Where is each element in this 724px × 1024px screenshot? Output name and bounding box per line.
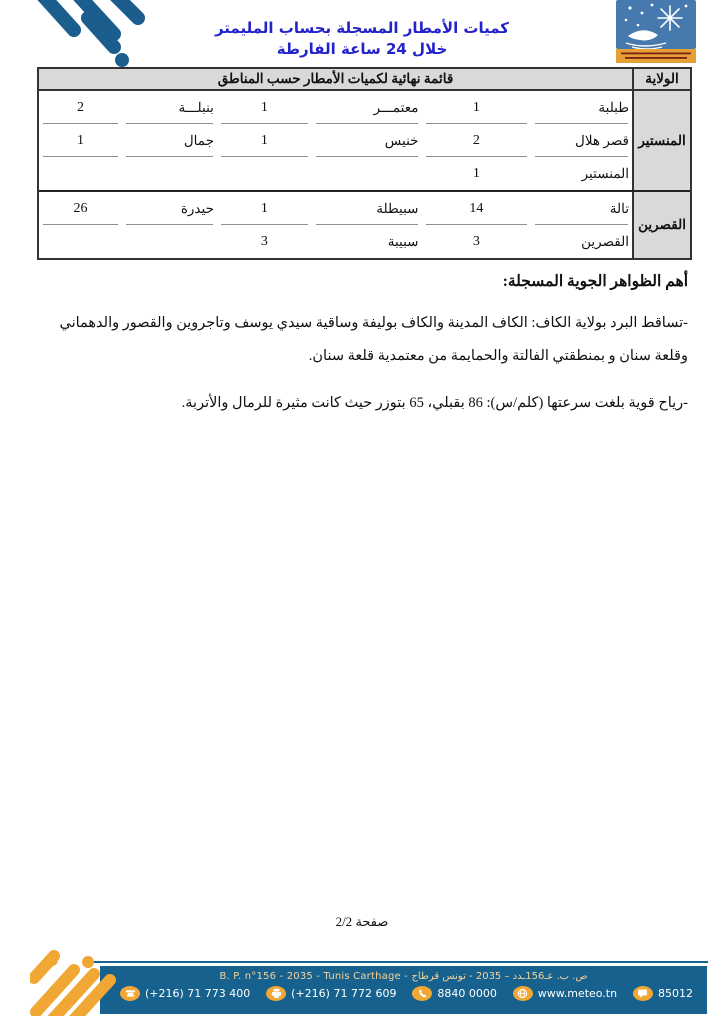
inm-logo <box>616 0 696 63</box>
contact-call-label: 8840 0000 <box>437 987 497 1000</box>
rain-amount-cell: 1 <box>217 192 312 225</box>
table-row <box>39 225 632 258</box>
footer-bar <box>100 966 707 1014</box>
document-title <box>192 18 532 60</box>
footer-contacts <box>100 982 707 1001</box>
region-name-cell <box>122 225 217 258</box>
rain-amount-cell: 1 <box>217 124 312 157</box>
call-icon <box>412 986 432 1001</box>
sms-icon <box>633 986 653 1001</box>
contact-fax-label: (+216) 71 772 609 <box>291 987 397 1000</box>
table-row <box>39 91 632 124</box>
region-name-cell: حيدرة <box>122 192 217 225</box>
rain-amount-cell: 1 <box>39 124 122 157</box>
region-name-cell: قصر هلال <box>531 124 632 157</box>
region-name-cell: بنبلـــة <box>122 91 217 124</box>
region-name-cell: القصرين <box>581 233 629 249</box>
region-name-cell: سبيطلة <box>312 192 422 225</box>
table-row <box>39 124 632 157</box>
rain-amount-cell: 3 <box>260 233 268 249</box>
wilaya-name: المنستير <box>632 91 690 190</box>
contact-call-center <box>412 986 497 1001</box>
title-line-1: كميات الأمطار المسجلة بحساب المليمتر <box>214 19 510 37</box>
region-name-cell: خنيس <box>312 124 422 157</box>
rain-amount-cell: 2 <box>39 91 122 124</box>
globe-icon <box>513 986 533 1001</box>
region-name-cell <box>122 157 217 190</box>
wilaya-name: القصرين <box>632 192 690 258</box>
title-line-2: خلال 24 ساعة الفارطة <box>276 40 448 58</box>
rain-amount-cell: 1 <box>422 91 532 124</box>
stripes-logo <box>26 0 152 70</box>
table-section-monastir <box>39 91 690 190</box>
footer-address: B. P. n°156 - 2035 - Tunis Carthage - ص. ب. عـ156ـدد – 2035 - تونس قرطاج <box>219 971 588 982</box>
rain-amount-cell <box>39 157 122 190</box>
rain-amount-cell: 14 <box>422 192 532 225</box>
table-header-row <box>39 69 690 91</box>
phenomena-paragraph-hail: -تساقط البرد بولاية الكاف: الكاف المدينة والكاف بوليفة وساقية سيدي يوسف وتاجروين والقصور والدهماني وقلعة سنان و بمنطقتي الفالتة والحمايمة من معتمدية قلعة سنان. <box>59 315 688 364</box>
table-row <box>39 192 632 225</box>
phenomena-section <box>40 272 688 434</box>
rain-amount-cell: 3 <box>472 233 480 249</box>
footer-divider <box>88 961 708 963</box>
contact-phone <box>120 986 250 1001</box>
region-name-cell: تالة <box>531 192 632 225</box>
rain-amount-cell: 1 <box>217 91 312 124</box>
region-name-cell: معتمـــر <box>312 91 422 124</box>
contact-website[interactable] <box>513 986 617 1001</box>
footer-stripes-logo <box>30 950 130 1016</box>
contact-sms <box>633 986 693 1001</box>
phenomena-heading: أهم الظواهر الجوية المسجلة: <box>502 273 688 290</box>
region-name-cell: سبيبة <box>387 233 419 249</box>
wilaya-column-header: الولاية <box>632 69 690 89</box>
rain-amount-cell <box>39 225 122 258</box>
phenomena-paragraph-wind: -رياح قوية بلغت سرعتها (كلم/س): 86 بقبلي، 65 بتوزر حيث كانت مثيرة للرمال والأتربة. <box>181 395 688 411</box>
region-name-cell: طبلبة <box>531 91 632 124</box>
inm-logo-graphic <box>616 0 696 63</box>
table-row <box>39 157 632 190</box>
rain-amount-cell: 1 <box>472 165 480 181</box>
rainfall-table <box>37 67 692 260</box>
regions-column-header: قائمة نهائية لكميات الأمطار حسب المناطق <box>217 71 454 86</box>
stripes-logo-graphic <box>26 0 152 70</box>
contact-website-label: www.meteo.tn <box>537 987 618 1000</box>
contact-fax <box>266 986 396 1001</box>
region-name-cell <box>312 157 422 190</box>
table-section-kasserine <box>39 190 690 258</box>
section-rows <box>39 192 632 258</box>
fax-icon <box>266 986 286 1001</box>
contact-sms-label: 85012 <box>657 987 693 1000</box>
page-number: صفحة 2/2 <box>335 914 389 929</box>
rain-amount-cell: 2 <box>422 124 532 157</box>
contact-phone-label: (+216) 71 773 400 <box>145 987 251 1000</box>
rain-amount-cell: 26 <box>39 192 122 225</box>
region-name-cell: المنستير <box>581 165 629 181</box>
rain-amount-cell <box>217 157 312 190</box>
region-name-cell: جمال <box>122 124 217 157</box>
footer-stripes-graphic <box>30 950 130 1016</box>
section-rows <box>39 91 632 190</box>
